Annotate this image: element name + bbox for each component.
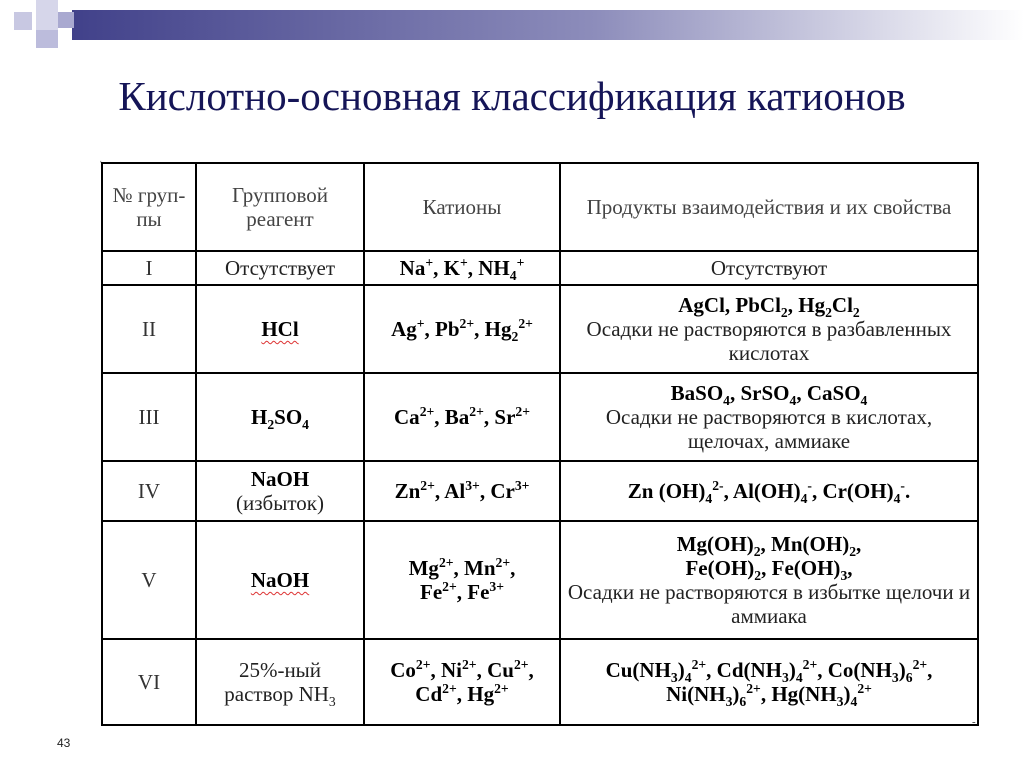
precipitate-formulas: $Mg(OH)_2$, $Mn(OH)_2$, $Fe(OH)_2$, $Fe(OH)_3$, xyxy=(676,532,862,584)
complex-formulas: $Cu(NH_3)_4^{2+}$, $Cd(NH_3)_4^{2+}$, $Co(NH_3)_6^{2+}$, $Ni(NH_3)_6^{2+}$, $Hg(NH_3)_4^{2+}$ xyxy=(605,657,933,710)
cations-formula: $Co^{2+}$, $Ni^{2+}$, $Cu^{2+}$, $Cd^{2+}$, $Hg^{2+}$ xyxy=(390,657,534,706)
products-cell xyxy=(560,285,978,373)
cations-formula: Ag+, $Pb^{2+}$, $Hg_2^{2+}$ xyxy=(391,316,533,345)
reagent-cell xyxy=(196,285,364,373)
table-corner-marker: ˌ xyxy=(99,151,103,163)
decorative-square xyxy=(36,30,58,48)
group-cell: II xyxy=(102,285,196,373)
cations-formula: $Mg^{2+}$, $Mn^{2+}$, $Fe^{2+}$, $Fe^{3+}$ xyxy=(408,555,516,604)
table-row xyxy=(102,461,978,521)
cations-formula: Na+, K+, $NH_4^+$ xyxy=(399,255,525,284)
header-products: Продукты взаимодействия и их свойства xyxy=(560,163,978,251)
cations-cell xyxy=(364,461,560,521)
group-cell: IV xyxy=(102,461,196,521)
cation-classification-table xyxy=(101,162,979,726)
table-header-row xyxy=(102,163,978,251)
reagent-formula-text: раствор NH xyxy=(224,682,329,706)
header-cations: Катионы xyxy=(364,163,560,251)
reagent-formula: HCl xyxy=(261,317,299,341)
products-cell: Отсутствуют xyxy=(560,251,978,285)
cations-formula: $Ca^{2+}$, $Ba^{2+}$, $Sr^{2+}$ xyxy=(394,404,530,429)
page-title: Кислотно-основная классификация катионов xyxy=(118,73,906,119)
header-group-number: № груп-пы xyxy=(102,163,196,251)
reagent-concentration: 25%-ный xyxy=(238,658,322,682)
cations-cell xyxy=(364,373,560,461)
table-row xyxy=(102,285,978,373)
table-row xyxy=(102,521,978,639)
table-corner-marker: - xyxy=(972,716,976,728)
reagent-formula: раствор $NH_3$ xyxy=(224,682,336,710)
cations-cell xyxy=(364,639,560,725)
reagent-note: (избыток) xyxy=(236,491,324,515)
table-row xyxy=(102,373,978,461)
decorative-square xyxy=(14,12,32,30)
reagent-formula: $H_2SO_4$ xyxy=(250,405,309,433)
reagent-cell xyxy=(196,373,364,461)
products-note: Осадки не растворяются в избытке щелочи и аммиака xyxy=(567,580,971,628)
products-note: Осадки не растворяются в разбавленных кислотах xyxy=(586,317,952,365)
reagent-cell xyxy=(196,461,364,521)
cations-cell xyxy=(364,521,560,639)
reagent-formula: NaOH xyxy=(250,568,310,592)
group-cell: I xyxy=(102,251,196,285)
reagent-formula: NaOH xyxy=(250,467,310,491)
header-gradient-bar xyxy=(72,10,1024,40)
table-row xyxy=(102,251,978,285)
products-cell xyxy=(560,461,978,521)
products-cell xyxy=(560,639,978,725)
products-cell xyxy=(560,521,978,639)
group-cell: V xyxy=(102,521,196,639)
precipitate-formulas: BaSO$_4$, SrSO$_4$, CaSO$_4$ xyxy=(670,381,868,409)
page-number: 43 xyxy=(57,736,71,750)
group-cell: VI xyxy=(102,639,196,725)
cations-formula: $Zn^{2+}$, $Al^{3+}$, $Cr^{3+}$ xyxy=(394,478,530,503)
group-cell: III xyxy=(102,373,196,461)
decorative-square xyxy=(36,0,58,30)
cations-cell xyxy=(364,251,560,285)
table-row xyxy=(102,639,978,725)
header-reagent: Групповой реагент xyxy=(196,163,364,251)
reagent-cell xyxy=(196,521,364,639)
precipitate-formulas: AgCl, PbCl$_2$, $Hg_2Cl_2$ xyxy=(678,293,860,321)
reagent-cell: Отсутствует xyxy=(196,251,364,285)
decorative-square xyxy=(58,12,74,28)
cations-cell xyxy=(364,285,560,373)
products-note: Осадки не растворяются в кислотах, щелочах, аммиаке xyxy=(605,405,933,453)
products-cell xyxy=(560,373,978,461)
complex-formulas: Zn $(OH)_4^{2-}$, $Al(OH)_4^-$, $Cr(OH)_4^-$. xyxy=(627,478,911,507)
reagent-cell xyxy=(196,639,364,725)
